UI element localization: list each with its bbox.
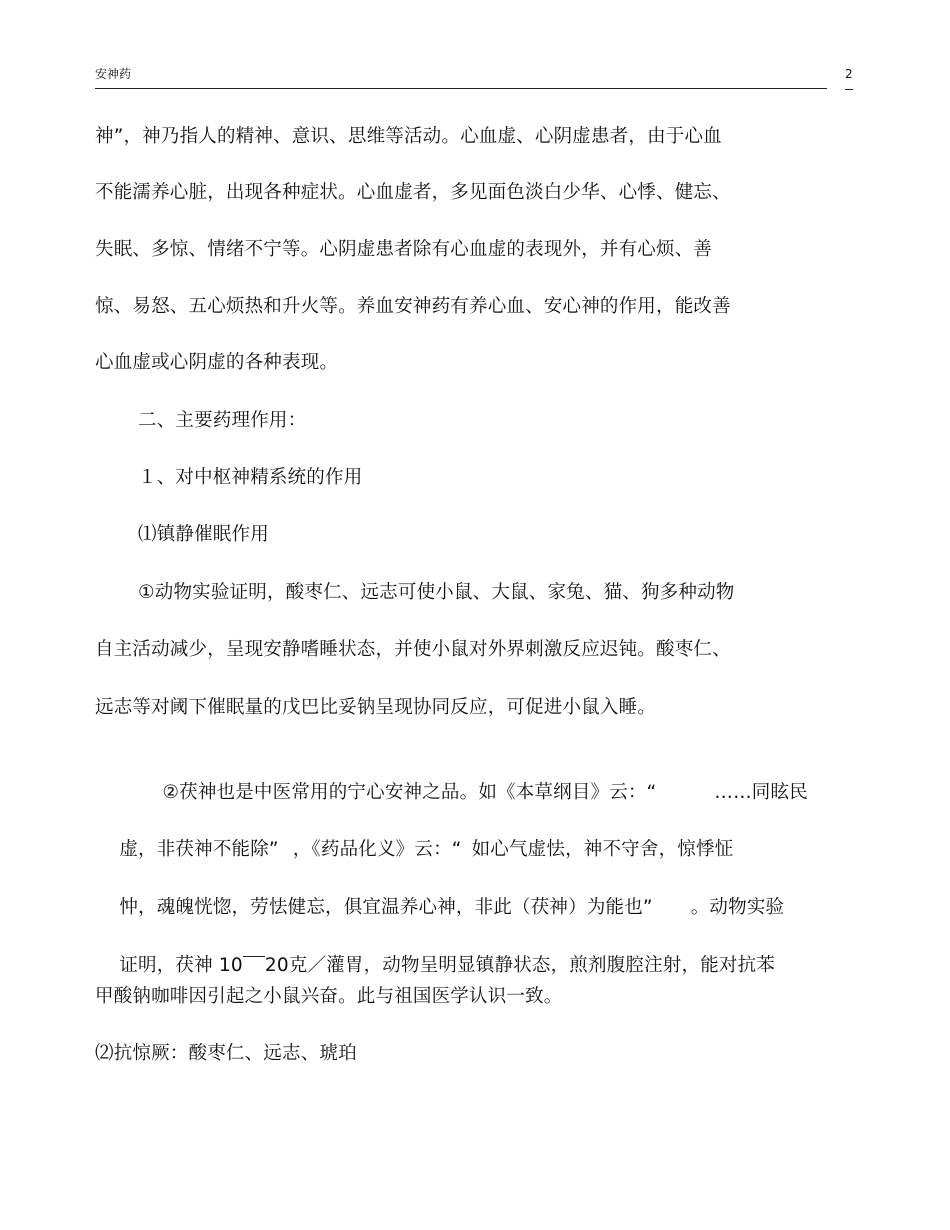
line-segment: 虚，非茯神不能除”	[119, 839, 279, 860]
section-heading: 二、主要药理作用：	[138, 410, 307, 431]
subsubsection-heading: ⑴镇静催眠作用	[138, 524, 269, 545]
line-segment: ，《药品化义》云：“	[292, 839, 462, 860]
paragraph-line: 神”，神乃指人的精神、意识、思维等活动。心血虚、心阴虚患者，由于心血	[95, 126, 722, 147]
paragraph-line: 自主活动减少，呈现安静嗜睡状态，并使小鼠对外界刺激反应迟钝。酸枣仁、	[95, 639, 731, 660]
subsection-heading: １、对中枢神精系统的作用	[138, 467, 363, 488]
header-rule	[95, 88, 827, 89]
range-dash	[243, 956, 265, 967]
line-segment: 如心气虚怯，神不守舍，惊悸怔	[471, 839, 734, 860]
paragraph-line: 远志等对阈下催眠量的戊巴比妥钠呈现协同反应，可促进小鼠入睡。	[95, 697, 657, 718]
paragraph-line: 惊、易怒、五心烦热和升火等。养血安神药有养心血、安心神的作用，能改善	[95, 296, 731, 317]
paragraph-line: 不能濡养心脏，出现各种症状。心血虚者，多见面色淡白少华、心悸、健忘、	[95, 182, 731, 203]
paragraph-line: 失眠、多惊、情绪不宁等。心阴虚患者除有心血虚的表现外，并有心烦、善	[95, 239, 713, 260]
line-segment: ②茯神也是中医常用的宁心安神之品。如《本草纲目》云：“	[162, 782, 657, 803]
line-segment: 。动物实验	[690, 897, 785, 918]
line-segment: ……同眩民	[714, 782, 808, 803]
paragraph-line: 甲酸钠咖啡因引起之小鼠兴奋。此与祖国医学认识一致。	[95, 986, 563, 1007]
page-number-underline	[845, 89, 853, 90]
subsubsection-heading: ⑵抗惊厥：酸枣仁、远志、琥珀	[95, 1043, 357, 1064]
line-segment: 忡，魂魄恍惚，劳怯健忘，俱宜温养心神，非此（茯神）为能也”	[119, 897, 653, 918]
page-number: 2	[845, 67, 853, 81]
paragraph-line: 心血虚或心阴虚的各种表现。	[95, 352, 339, 373]
paragraph-line: ①动物实验证明，酸枣仁、远志可使小鼠、大鼠、家兔、猫、狗多种动物	[138, 582, 735, 603]
header-title: 安神药	[95, 67, 132, 81]
line-segment: 证明，茯神 10	[119, 955, 243, 976]
line-segment: 20克／灌胃，动物呈明显镇静状态，煎剂腹腔注射，能对抗苯	[264, 955, 776, 976]
